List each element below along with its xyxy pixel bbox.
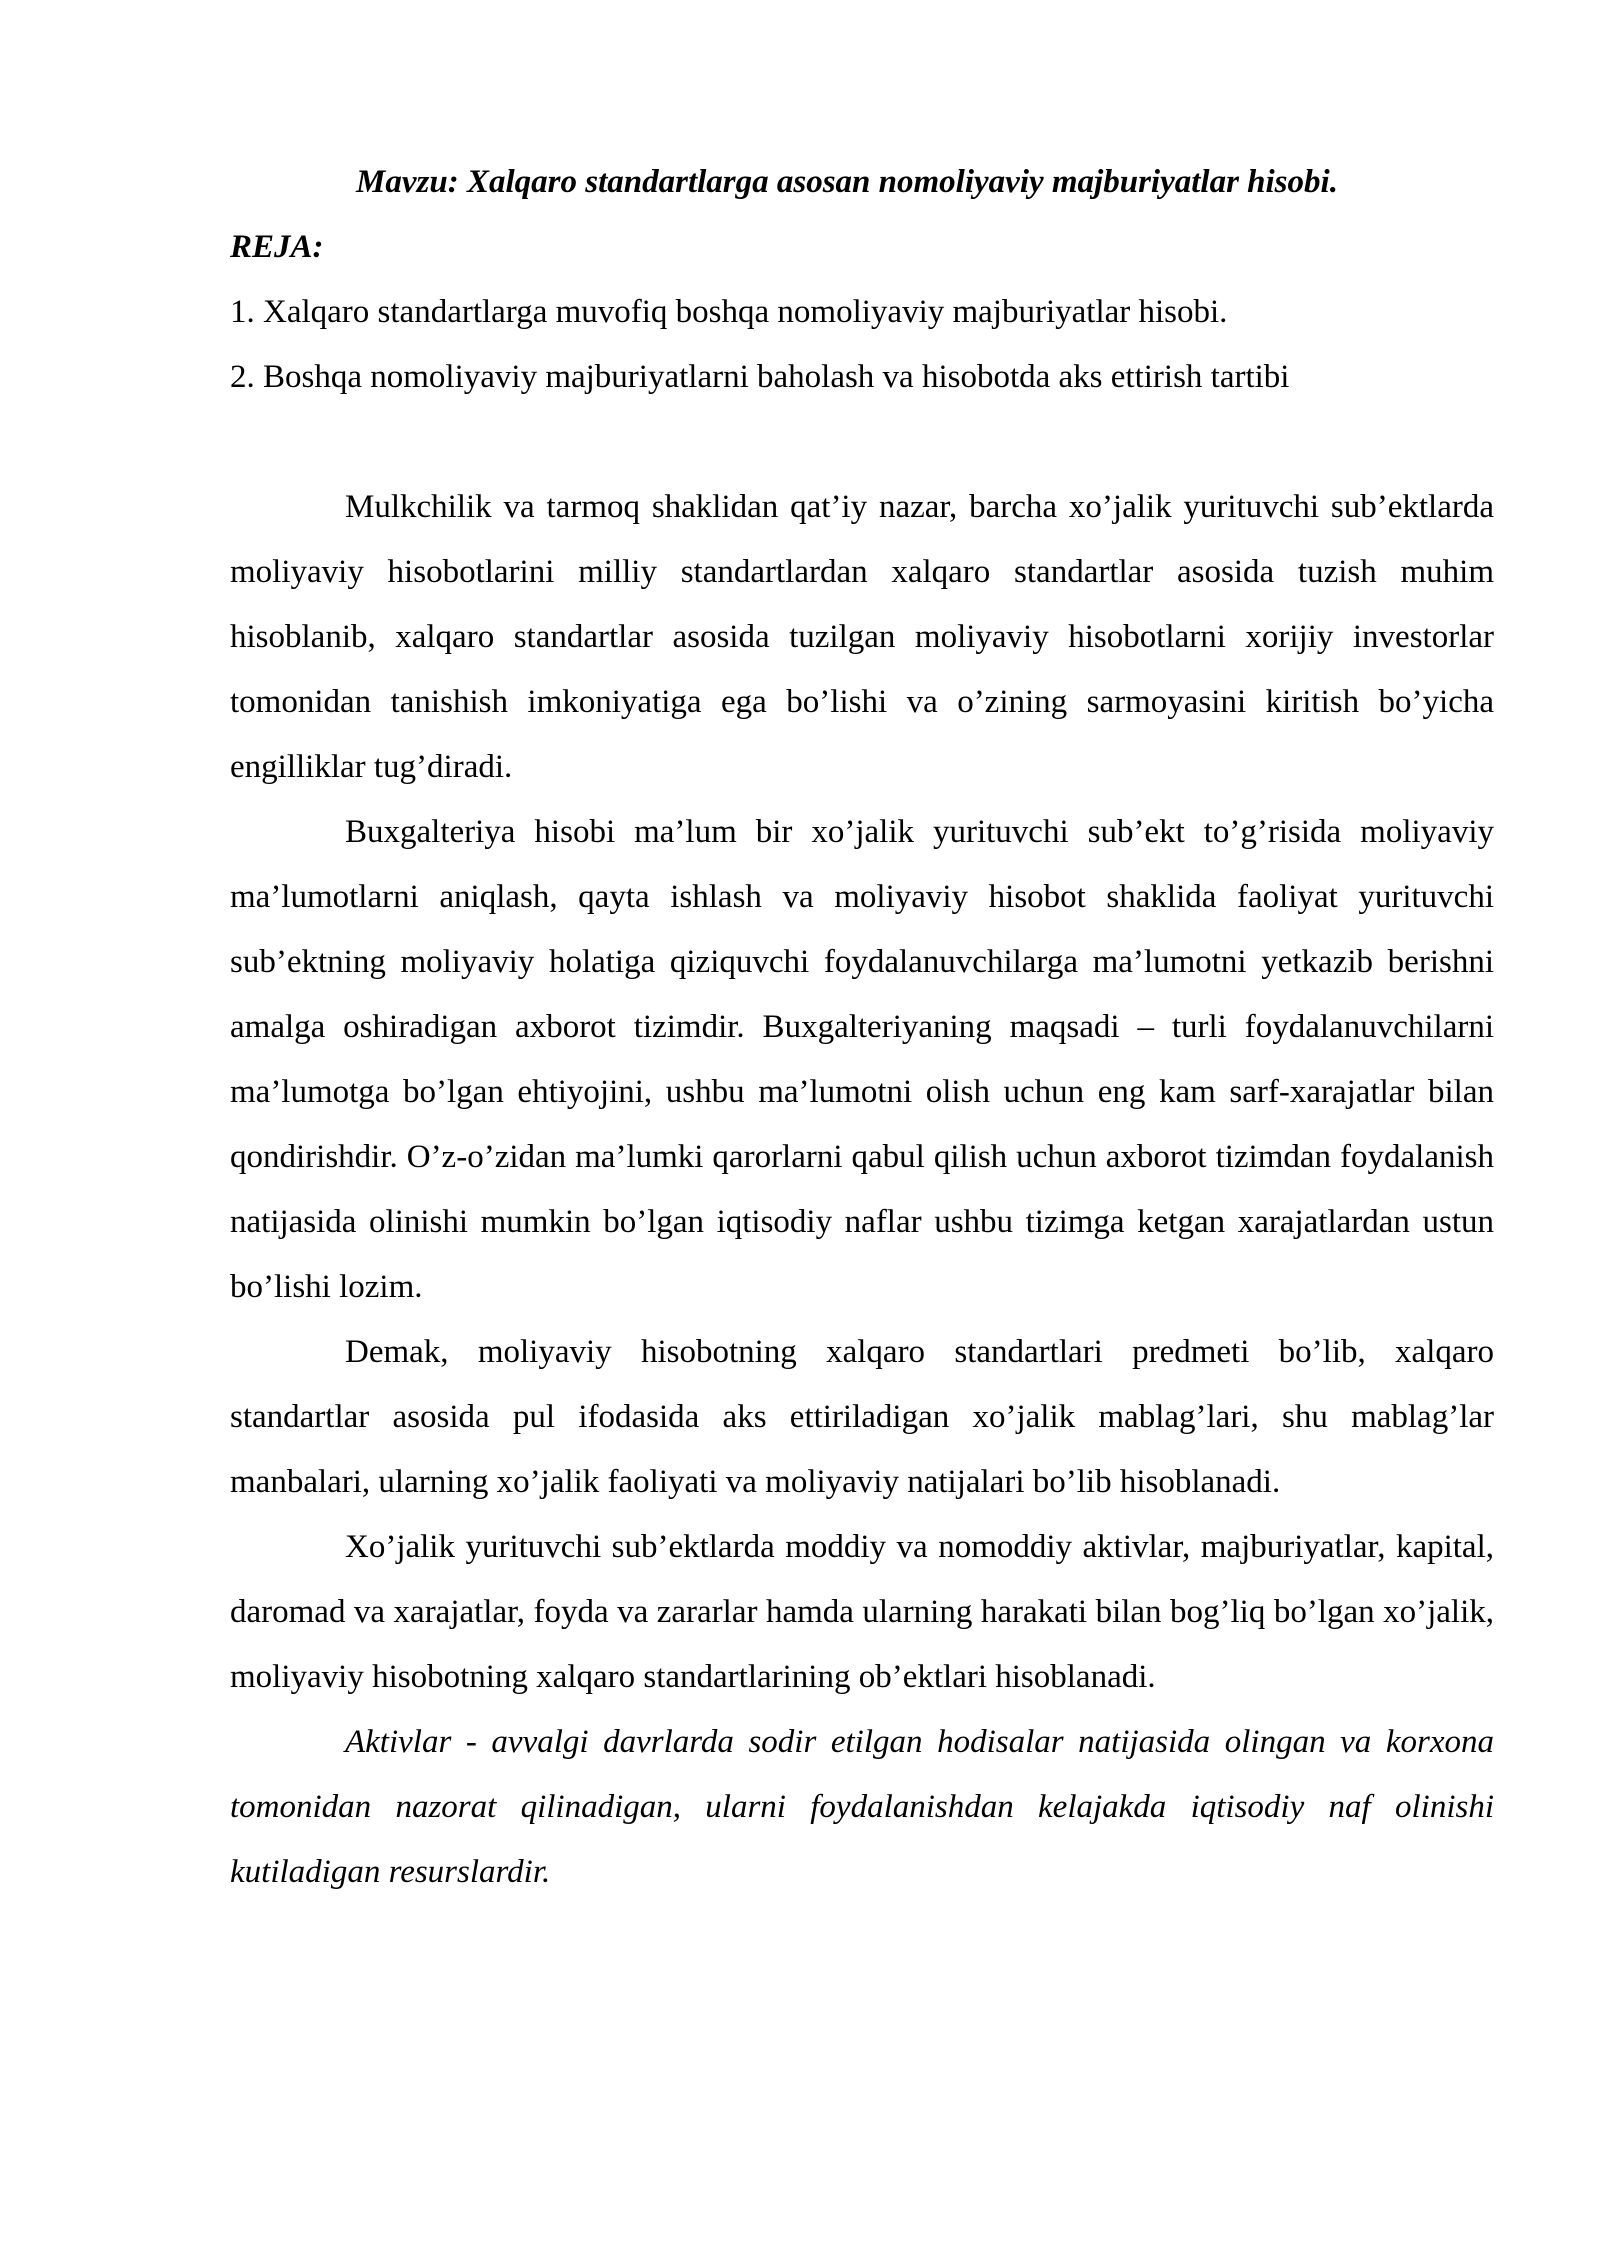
plan-item: 2. Boshqa nomoliyaviy majburiyatlarni baholash va hisobotda aks ettirish tartibi <box>230 359 1290 395</box>
plan-list <box>230 280 1494 410</box>
plan-item: 1. Xalqaro standartlarga muvofiq boshqa nomoliyaviy majburiyatlar hisobi. <box>230 294 1228 330</box>
definition-paragraph: Aktivlar - avvalgi davrlarda sodir etilgan hodisalar natijasida olingan va korxona tomonidan nazorat qilinadigan, ularni foydalanishdan kelajakda iqtisodiy naf olinishi kutiladigan resurslardir. <box>230 1724 1494 1890</box>
plan-heading: REJA: <box>230 229 324 265</box>
body-paragraph: Demak, moliyaviy hisobotning xalqaro standartlari predmeti bo’lib, xalqaro standartlar asosida pul ifodasida aks ettiriladigan xo’jalik mablag’lari, shu mablag’lar manbalari, ularning xo’jalik faoliyati va moliyaviy natijalari bo’lib hisoblanadi. <box>230 1334 1494 1500</box>
body-paragraph: Xo’jalik yurituvchi sub’ektlarda moddiy va nomoddiy aktivlar, majburiyatlar, kapital, daromad va xarajatlar, foyda va zararlar hamda ularning harakati bilan bog’liq bo’lgan xo’jalik, moliyaviy hisobotning xalqaro standartlarining ob’ektlari hisoblanadi. <box>230 1529 1494 1695</box>
body-paragraph: Mulkchilik va tarmoq shaklidan qat’iy nazar, barcha xo’jalik yurituvchi sub’ektlarda moliyaviy hisobotlarini milliy standartlardan xalqaro standartlar asosida tuzish muhim hisoblanib, xalqaro standartlar asosida tuzilgan moliyaviy hisobotlarni xorijiy investorlar tomonidan tanishish imkoniyatiga ega bo’lishi va o’zining sarmoyasini kiritish bo’yicha engilliklar tug’diradi. <box>230 489 1494 785</box>
document-title: Mavzu: Xalqaro standartlarga asosan nomoliyaviy majburiyatlar hisobi. <box>356 164 1338 200</box>
document-page <box>230 150 1494 1905</box>
section-spacer <box>230 410 1494 475</box>
body-paragraph: Buxgalteriya hisobi ma’lum bir xo’jalik yurituvchi sub’ekt to’g’risida moliyaviy ma’lumotlarni aniqlash, qayta ishlash va moliyaviy hisobot shaklida faoliyat yurituvchi sub’ektning moliyaviy holatiga qiziquvchi foydalanuvchilarga ma’lumotni yetkazib berishni amalga oshiradigan axborot tizimdir. Buxgalteriyaning maqsadi – turli foydalanuvchilarni ma’lumotga bo’lgan ehtiyojini, ushbu ma’lumotni olish uchun eng kam sarf-xarajatlar bilan qondirishdir. O’z-o’zidan ma’lumki qarorlarni qabul qilish uchun axborot tizimdan foydalanish natijasida olinishi mumkin bo’lgan iqtisodiy naflar ushbu tizimga ketgan xarajatlardan ustun bo’lishi lozim. <box>230 814 1494 1305</box>
